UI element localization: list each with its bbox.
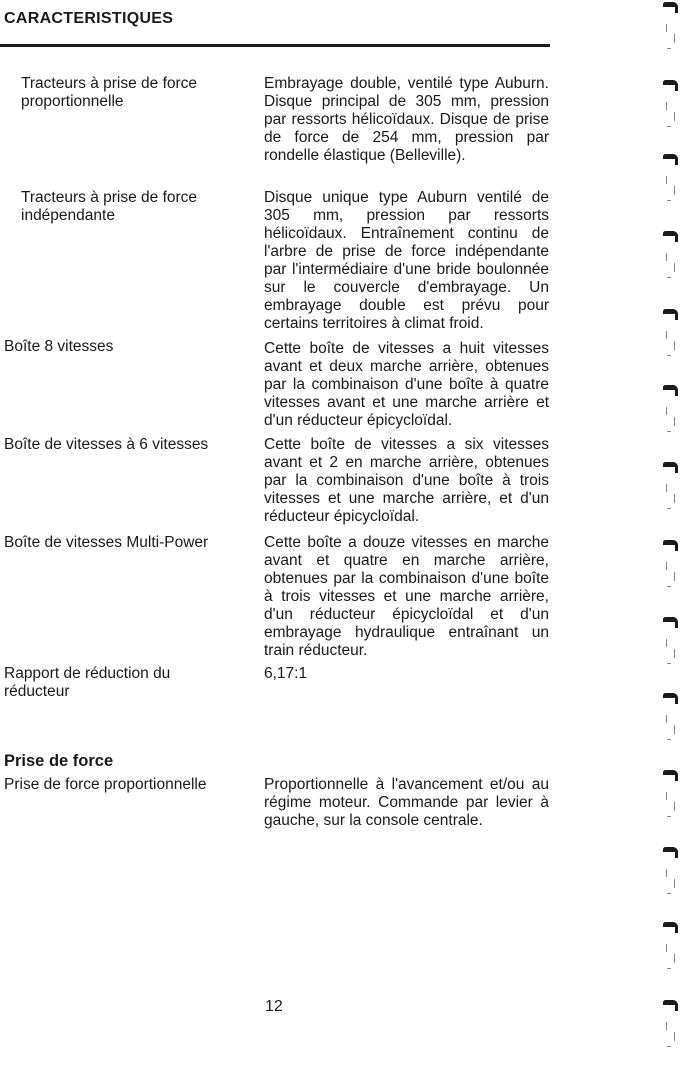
binding-mark	[661, 922, 681, 980]
binding-mark	[661, 309, 681, 367]
spec-label: Tracteurs à prise de force indépendante	[21, 189, 198, 224]
binding-mark	[661, 385, 681, 443]
spec-label: Rapport de réduction du réducteur	[4, 665, 171, 700]
binding-mark	[661, 1000, 681, 1058]
binding-mark	[661, 231, 681, 289]
binding-mark	[661, 154, 681, 212]
binding-mark	[661, 847, 681, 905]
spec-label: Boîte de vitesses à 6 vitesses	[4, 436, 209, 453]
spec-label: Tracteurs à prise de force proportionnelle	[21, 75, 198, 110]
page-title: CARACTERISTIQUES	[4, 10, 174, 27]
spec-description: 6,17:1	[264, 665, 308, 682]
spec-label: Boîte de vitesses Multi-Power	[4, 534, 209, 551]
spec-description: Embrayage double, ventilé type Auburn. Disque principal de 305 mm, pression par ressorts hélicoïdaux. Disque de prise de force de 254 mm, pression par rondelle élastique (Belleville).	[264, 75, 549, 164]
title-rule	[0, 44, 550, 47]
spec-description: Cette boîte de vitesses a huit vitesses avant et deux marche arrière, obtenues par la combinaison d'une boîte à quatre vitesses avant et une marche arrière et d'un réducteur épicycloïdal.	[264, 340, 549, 429]
spec-description: Cette boîte de vitesses a six vitesses avant et 2 en marche arrière, obtenues par la combinaison d'une boîte à trois vitesses et une marche arrière, et d'un réducteur épicycloïdal.	[264, 436, 549, 525]
spec-label: Boîte 8 vitesses	[4, 338, 114, 355]
binding-mark	[661, 693, 681, 751]
spec-description: Cette boîte a douze vitesses en marche avant et quatre en marche arrière, obtenues par la combinaison d'une boîte à trois vitesses et une marche arrière, d'un réducteur épicycloïdal et d'un embrayage hydraulique entraînant un train réducteur.	[264, 534, 549, 659]
binding-mark	[661, 770, 681, 828]
spec-label: Prise de force proportionnelle	[4, 776, 207, 793]
binding-mark	[661, 540, 681, 598]
section-heading: Prise de force	[4, 752, 114, 770]
binding-mark	[661, 2, 681, 60]
binding-mark	[661, 462, 681, 520]
spec-description: Disque unique type Auburn ventilé de 305 mm, pression par ressorts hélicoïdaux. Entraînement continu de l'arbre de prise de force indépendante par l'intermédiaire d'une bride boulonnée sur le couvercle d'embrayage. Un embrayage double est prévu pour certains territoires à climat froid.	[264, 189, 549, 332]
spec-description: Proportionnelle à l'avancement et/ou au régime moteur. Commande par levier à gauche, sur la console centrale.	[264, 776, 549, 829]
page-number: 12	[265, 998, 283, 1015]
binding-mark	[661, 617, 681, 675]
binding-mark	[661, 80, 681, 138]
